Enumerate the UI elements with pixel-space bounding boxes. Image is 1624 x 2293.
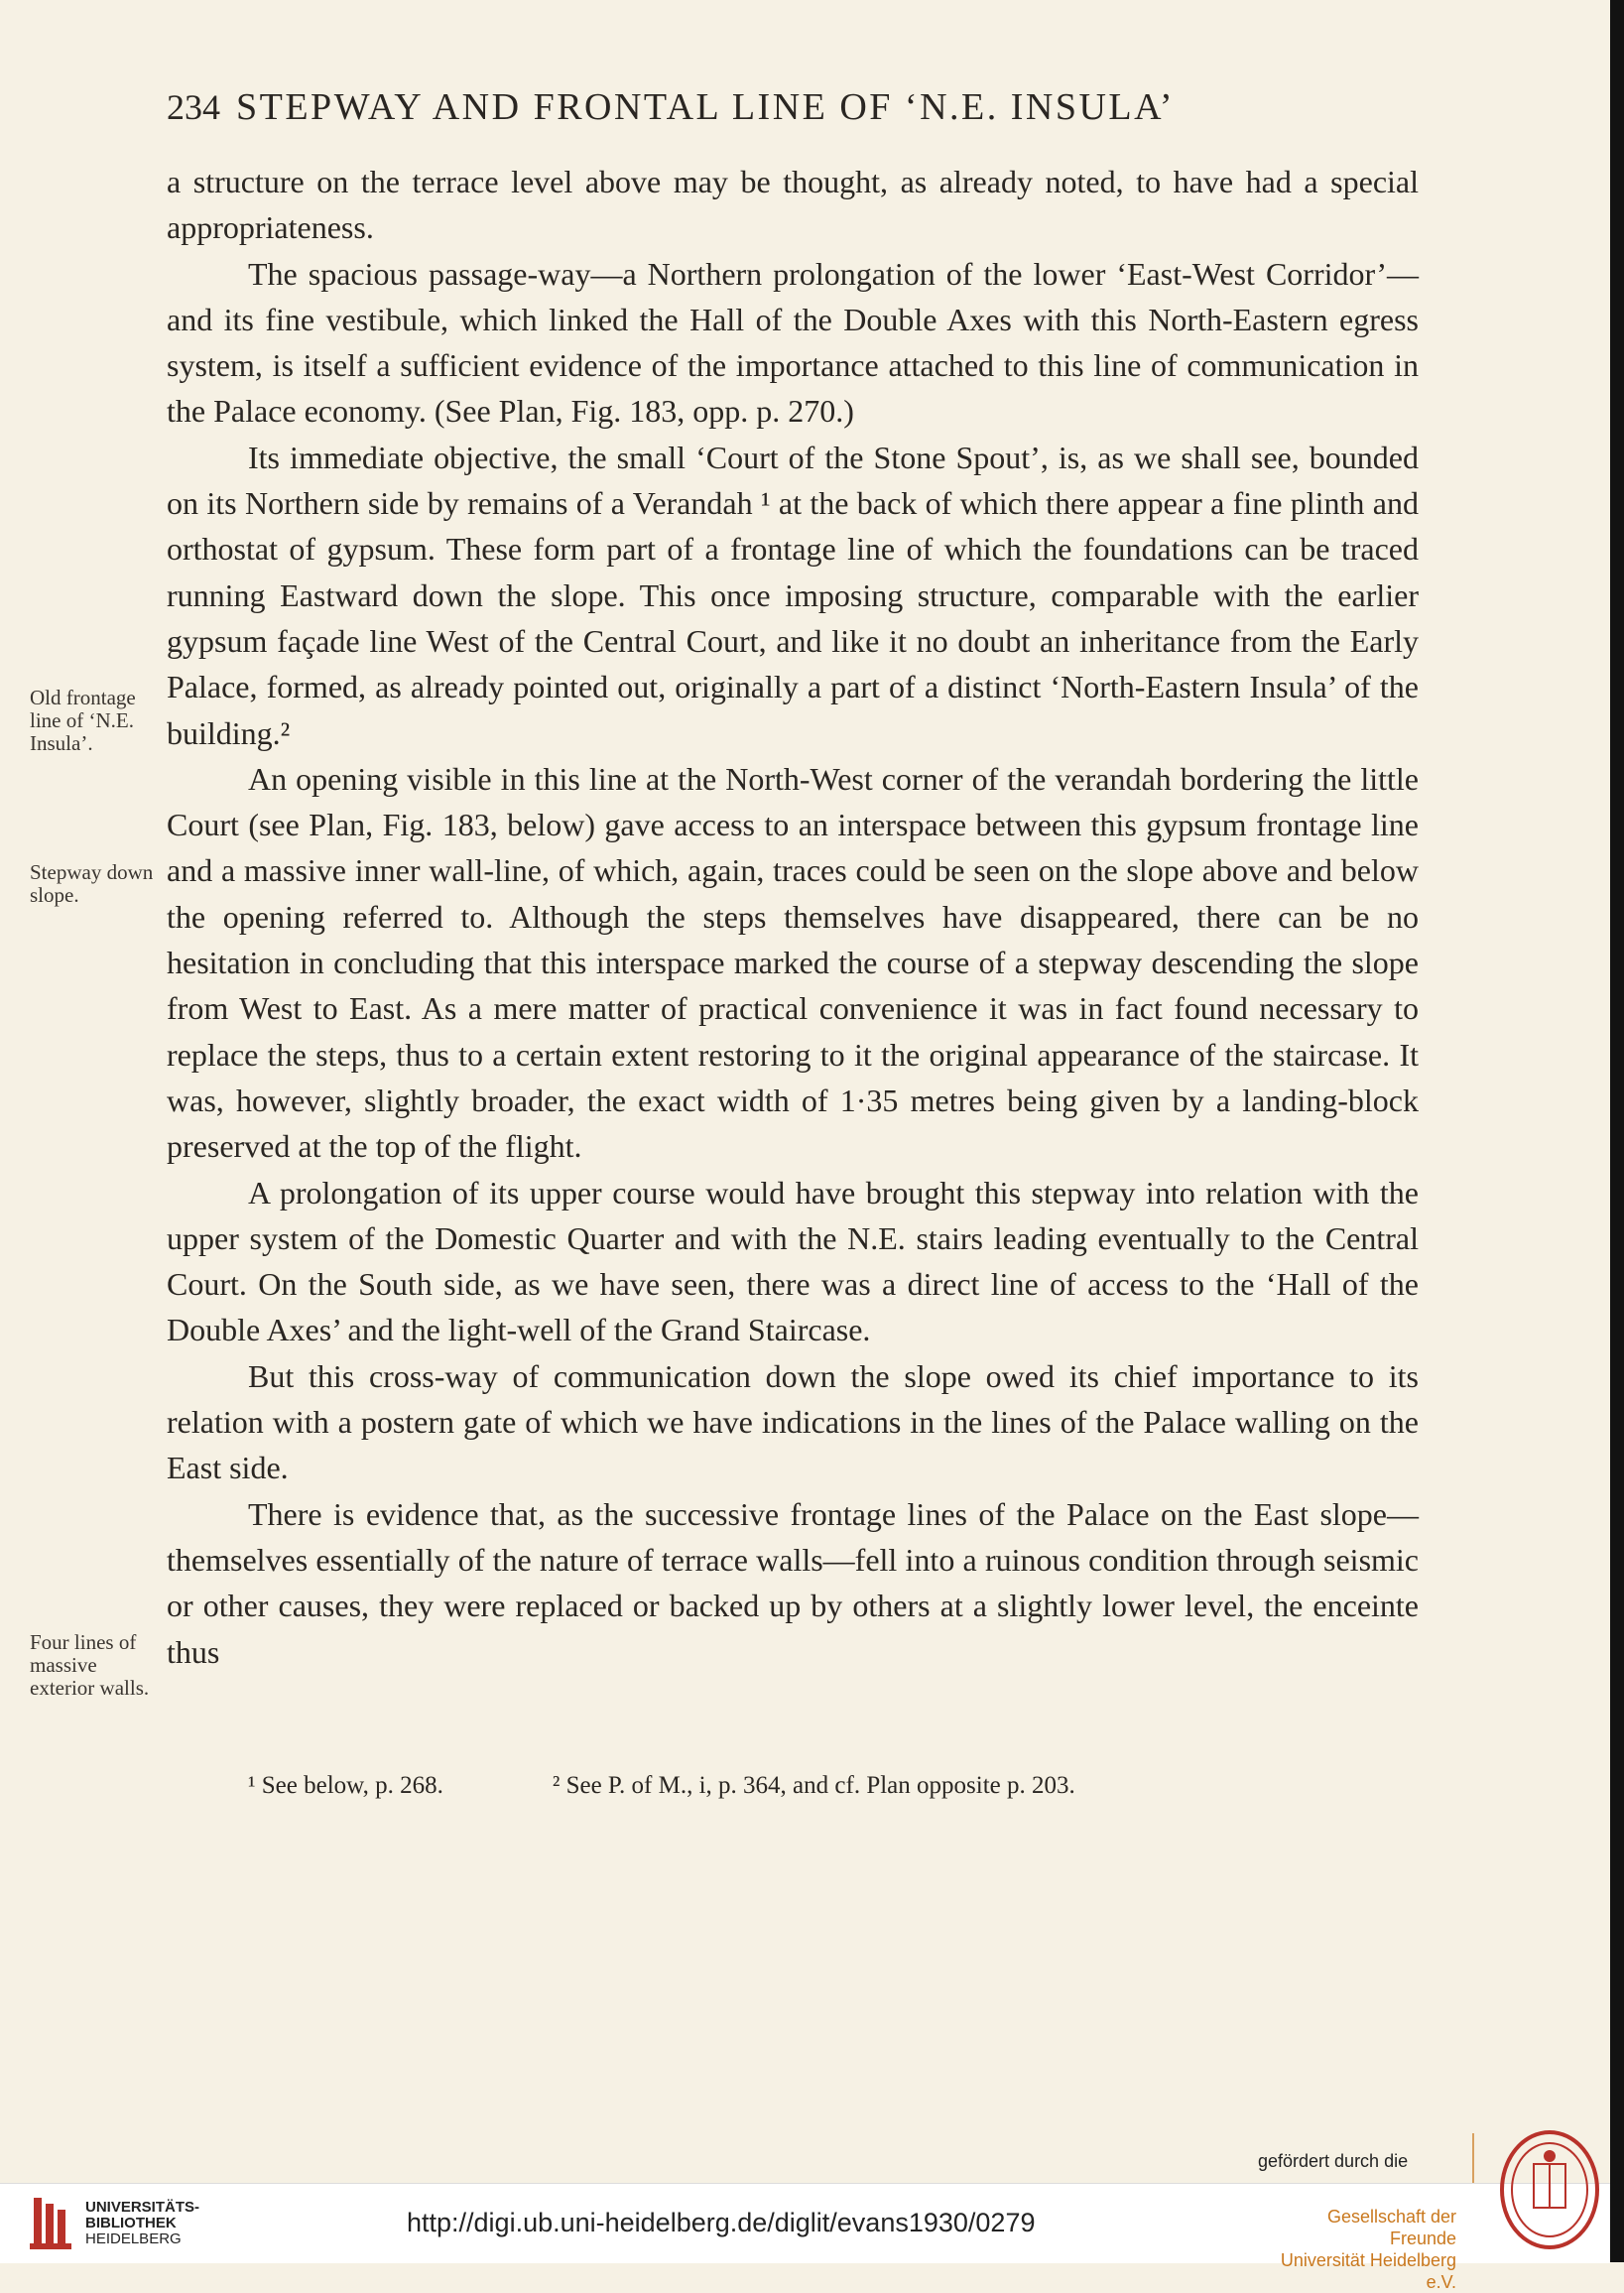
paragraph-4: An opening visible in this line at the North-West corner of the verandah bordering the little Court (see Plan, Fig. 183, below) gave access to an interspace between this gypsum frontage line and a massive inner wall-line, of which, again, traces could be seen on the slope above and below the opening referred to. Although the steps themselves have disappeared, there can be no hesitation in concluding that this interspace marked the course of a stepway descending the slope from West to East. As a mere matter of practical convenience it was in fact found necessary to replace the steps, thus to a certain extent restoring to it the original appearance of the staircase. It was, however, slightly broader, the exact width of 1·35 metres being given by a landing-block preserved at the top of the flight. bbox=[167, 760, 1419, 1165]
library-emblem-icon bbox=[28, 2196, 73, 2251]
page-number: 234 bbox=[167, 87, 220, 127]
university-seal-icon[interactable] bbox=[1498, 2128, 1601, 2251]
running-title: STEPWAY AND FRONTAL LINE OF ‘N.E. INSULA’ bbox=[236, 86, 1176, 128]
sponsor-label: gefördert durch die bbox=[1258, 2151, 1409, 2171]
paragraph-2: The spacious passage-way—a Northern prolongation of the lower ‘East-West Corridor’—and its fine vestibule, which linked the Hall of the Double Axes with this North-Eastern egress system, is itself a sufficient evidence of the importance attached to this line of communication in the Palace economy. (See Plan, Fig. 183, opp. p. 270.) bbox=[167, 255, 1419, 430]
footnote-2: ² See P. of M., i, p. 364, and cf. Plan opposite p. 203. bbox=[552, 1772, 1075, 1799]
paragraph-6: But this cross-way of communication down the slope owed its chief importance to its relation with a postern gate of which we have indications in the lines of the Palace walling on the East side. bbox=[167, 1357, 1419, 1486]
paragraph-3: Its immediate objective, the small ‘Court of the Stone Spout’, is, as we shall see, bounded on its Northern side by remains of a Verandah ¹ at the back of which there appear a fine plinth and orthostat of gypsum. These form part of a frontage line of which the foundations can be traced running Eastward down the slope. This once imposing structure, comparable with the earlier gypsum façade line West of the Central Court, and like it no doubt an inheritance from the Early Palace, formed, as already pointed out, originally a part of a distinct ‘North-Eastern Insula’ of the building.² bbox=[167, 439, 1419, 751]
library-logo[interactable] bbox=[28, 2196, 199, 2251]
footer-bar bbox=[0, 2183, 1610, 2292]
body-text bbox=[167, 159, 1419, 1675]
footnotes bbox=[248, 1772, 1419, 1800]
sponsor-name[interactable]: Gesellschaft der Freunde Universität Heidelberg e.V. bbox=[1280, 2207, 1456, 2292]
paragraph-1: a structure on the terrace level above may be thought, as already noted, to have had a special appropriateness. bbox=[167, 164, 1419, 246]
sidenote-old-frontage: Old frontage line of ‘N.E. Insula’. bbox=[30, 686, 136, 755]
sidenote-stepway: Stepway down slope. bbox=[30, 860, 154, 907]
library-name: UNIVERSITÄTS- BIBLIOTHEK HEIDELBERG bbox=[85, 2199, 200, 2247]
paragraph-5: A prolongation of its upper course would have brought this stepway into relation with the upper system of the Domestic Quarter and with the N.E. stairs leading eventually to the Central Court. On the South side, as we have seen, there was a direct line of access to the ‘Hall of the Double Axes’ and the light-well of the Grand Staircase. bbox=[167, 1174, 1419, 1348]
sidenote-four-lines: Four lines of massive exterior walls. bbox=[30, 1630, 150, 1700]
page-edge bbox=[1610, 0, 1624, 2262]
footnote-1: ¹ See below, p. 268. bbox=[248, 1772, 443, 1799]
paragraph-7: There is evidence that, as the successive frontage lines of the Palace on the East slope—themselves essentially of the nature of terrace walls—fell into a ruinous condition through seismic or other causes, they were replaced or backed up by others at a slightly lower level, the enceinte thus bbox=[167, 1495, 1419, 1670]
permalink-url[interactable]: http://digi.ub.uni-heidelberg.de/diglit/evans1930/0279 bbox=[407, 2208, 1036, 2237]
running-header bbox=[167, 85, 1417, 129]
